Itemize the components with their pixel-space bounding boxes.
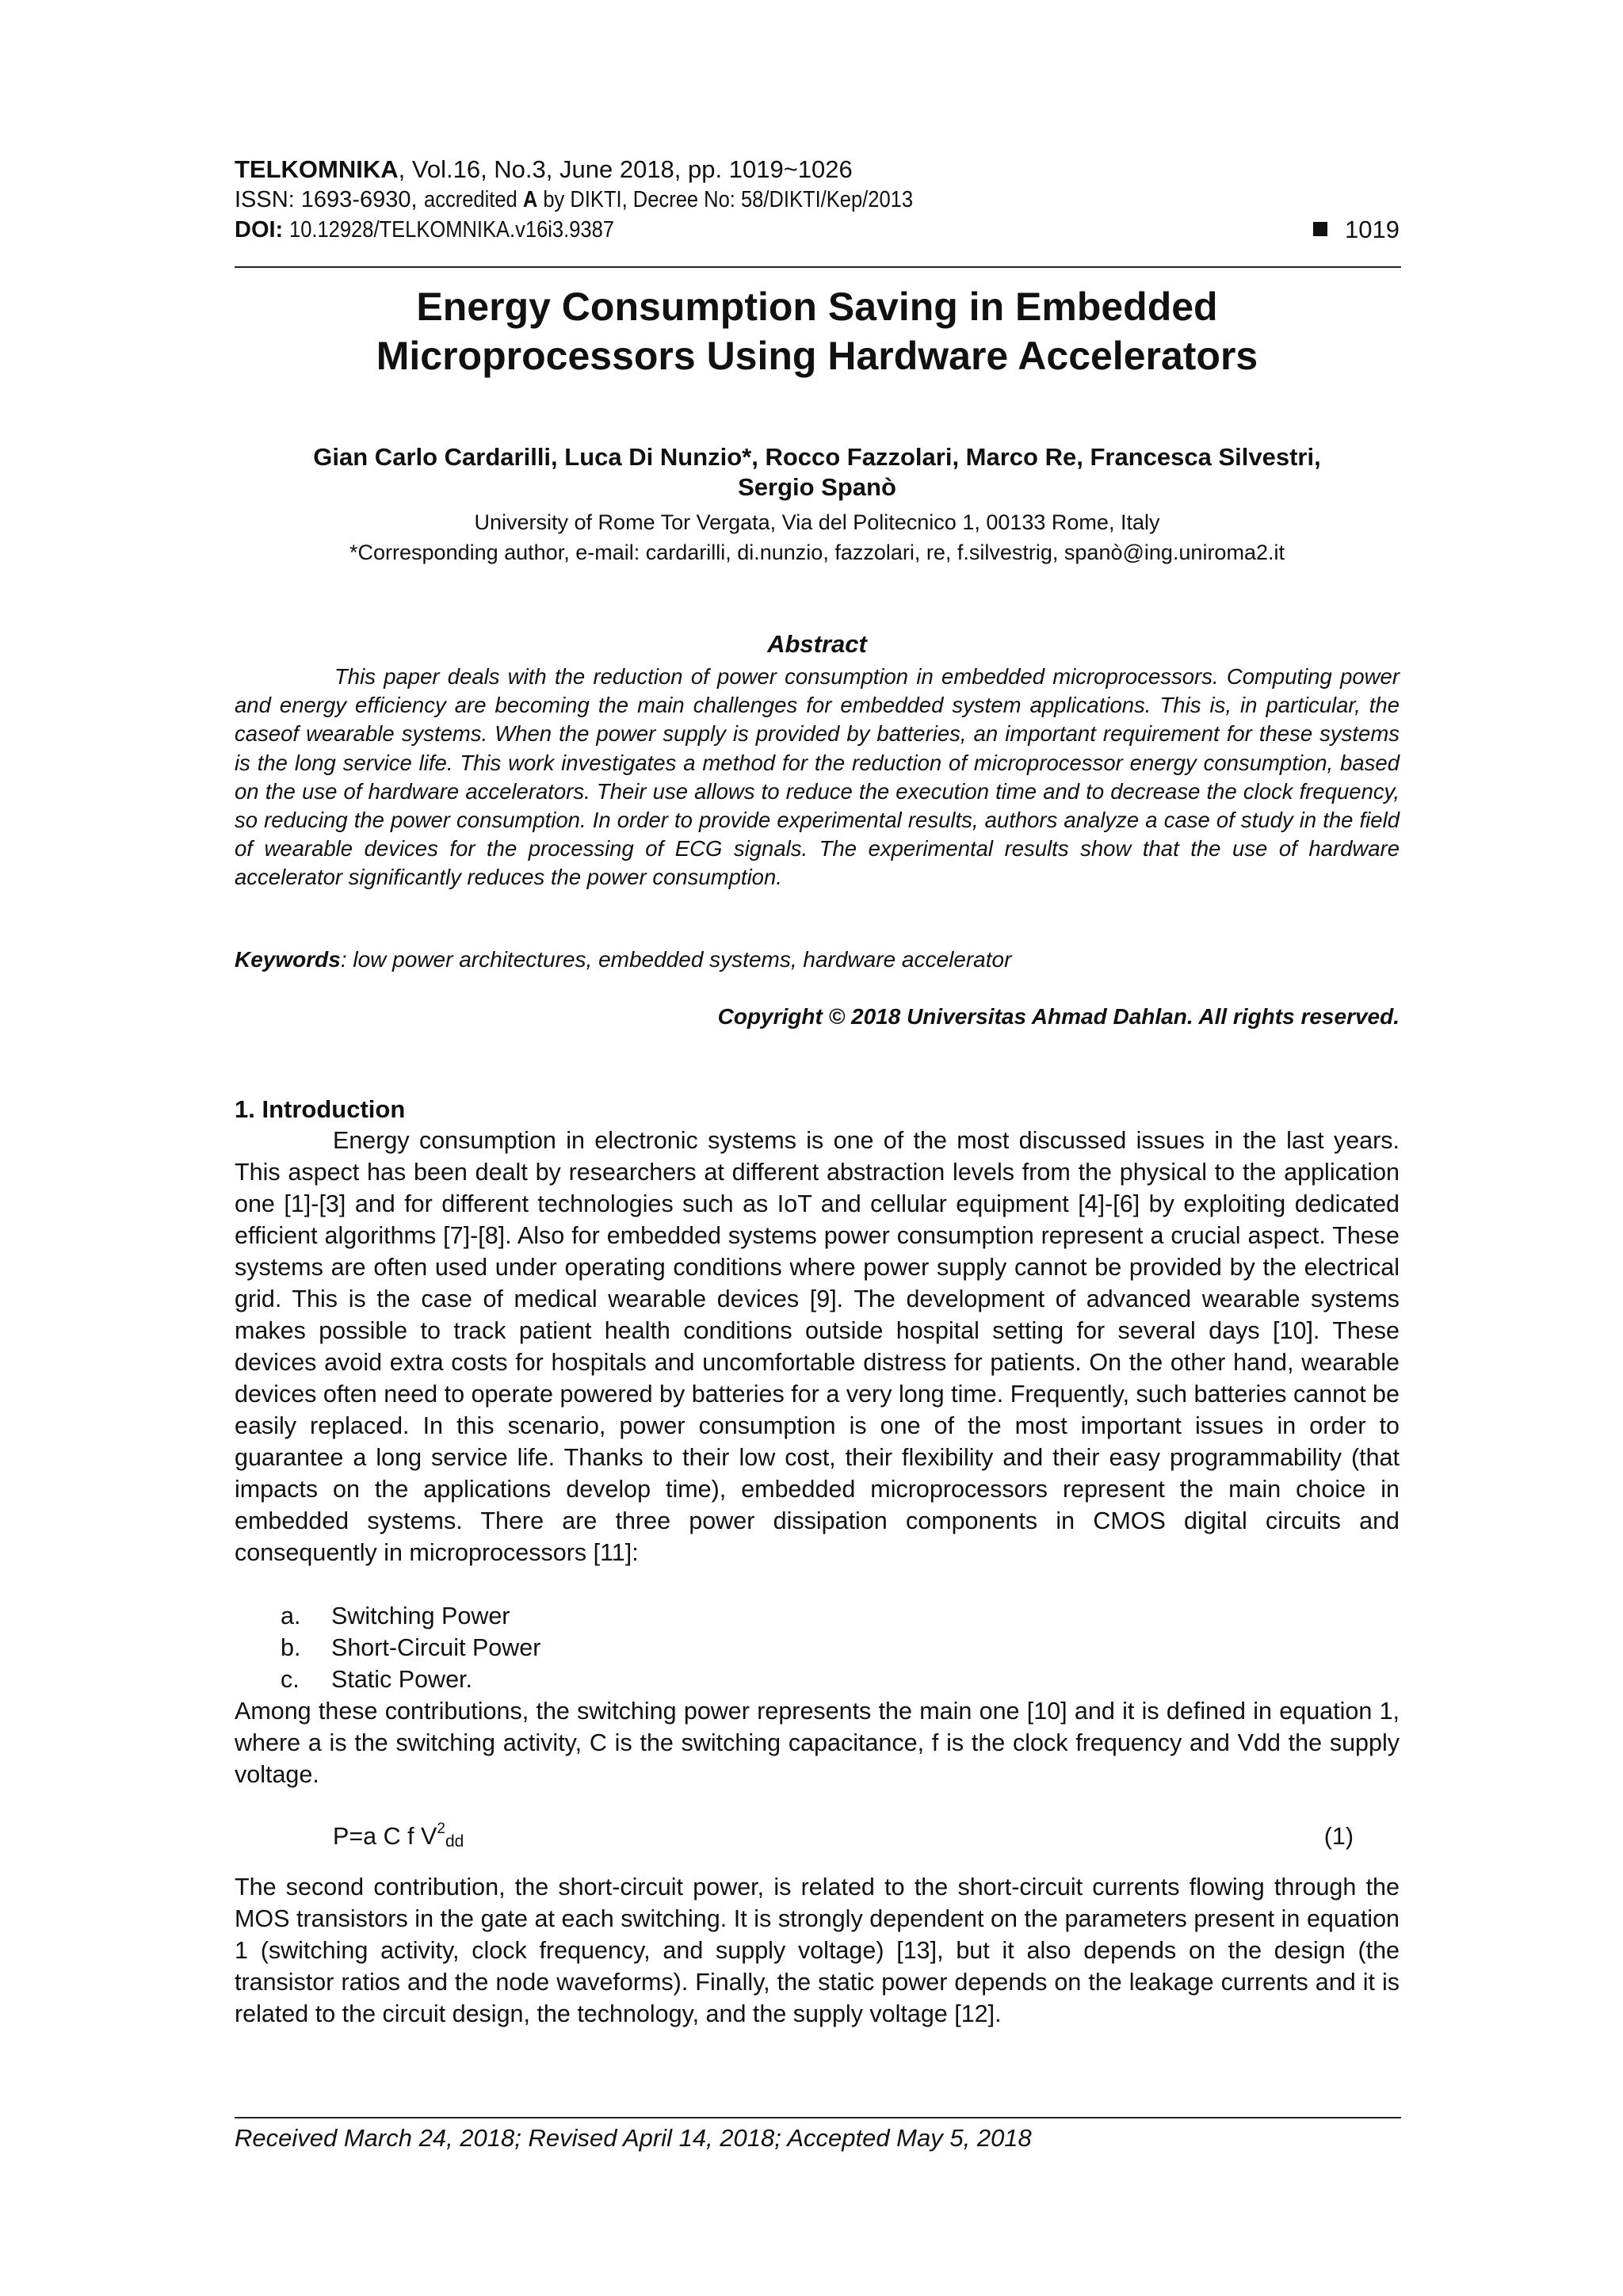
keywords	[235, 946, 1400, 974]
accreditation: accredited A by DIKTI, Decree No: 58/DIKTI/Kep/2013	[423, 187, 913, 212]
list-marker: b.	[281, 1634, 301, 1661]
corresponding-author: *Corresponding author, e-mail: cardarilli, di.nunzio, fazzolari, re, f.silvestrig, spanò@ing.uniroma2.it	[349, 541, 1285, 564]
list-item	[235, 1600, 1400, 1632]
keywords-label: Keywords	[235, 947, 341, 972]
header-divider	[235, 266, 1401, 268]
list-marker: c.	[281, 1666, 300, 1693]
doi-value: 10.12928/TELKOMNIKA.v16i3.9387	[289, 217, 615, 243]
doi-line	[235, 216, 659, 244]
equation-exponent: 2	[437, 1820, 445, 1837]
square-bullet-icon	[1313, 222, 1327, 236]
received-dates: Received March 24, 2018; Revised April 14, 2018; Accepted May 5, 2018	[235, 2124, 1032, 2152]
author-list: Gian Carlo Cardarilli, Luca Di Nunzio*, Rocco Fazzolari, Marco Re, Francesca Silvestri, Sergio Spanò	[313, 443, 1321, 501]
abstract-heading: Abstract	[767, 630, 867, 658]
doi-label: DOI:	[235, 217, 290, 243]
keywords-text: : low power architectures, embedded systems, hardware accelerator	[340, 947, 1012, 972]
intro-paragraph-1: Energy consumption in electronic systems is one of the most discussed issues in the last years. This aspect has been dealt by researchers at different abstraction levels from the physical to the application one [1]-[3] and for different technologies such as IoT and cellular equipment [4]-[6] by exploiting dedicated efficient algorithms [7]-[8]. Also for embedded systems power consumption represent a crucial aspect. These systems are often used under operating conditions where power supply cannot be provided by the electrical grid. This is the case of medical wearable devices [9]. The development of advanced wearable systems makes possible to track patient health conditions outside hospital setting for several days [10]. These devices avoid extra costs for hospitals and uncomfortable distress for patients. On the other hand, wearable devices often need to operate powered by batteries for a very long time. Frequently, such batteries cannot be easily replaced. In this scenario, power consumption is one of the most important issues in order to guarantee a long service life. Thanks to their low cost, their flexibility and their easy programmability (that impacts on the applications develop time), embedded microprocessors represent the main choice in embedded systems. There are three power dissipation components in CMOS digital circuits and consequently in microprocessors [11]:	[235, 1127, 1400, 1566]
power-components-list	[235, 1600, 1400, 1695]
issn-label: ISSN: 1693-6930,	[235, 187, 424, 212]
abstract-body: This paper deals with the reduction of power consumption in embedded microprocessors. Computing power and energy efficiency are becoming the main challenges for embedded system applications. This is, in particular, the caseof wearable systems. When the power supply is provided by batteries, an important requirement for these systems is the long service life. This work investigates a method for the reduction of microprocessor energy consumption, based on the use of hardware accelerators. Their use allows to reduce the execution time and to decrease the clock frequency, so reducing the power consumption. In order to provide experimental results, authors analyze a case of study in the field of wearable devices for the processing of ECG signals. The experimental results show that the use of hardware accelerator significantly reduces the power consumption.	[235, 664, 1400, 890]
equation-1	[333, 1820, 464, 1852]
intro-paragraph-3: The second contribution, the short-circuit power, is related to the short-circuit currents flowing through the MOS transistors in the gate at each switching. It is strongly dependent on the parameters present in equation 1 (switching activity, clock frequency, and supply voltage) [13], but it also depends on the design (the transistor ratios and the node waveforms). Finally, the static power depends on the leakage currents and it is related to the circuit design, the technology, and the supply voltage [12].	[235, 1874, 1400, 2027]
footer-divider	[235, 2117, 1401, 2118]
equation-subscript: dd	[445, 1832, 464, 1851]
equation-lhs: P=a C f V	[333, 1823, 437, 1850]
list-text: Short-Circuit Power	[331, 1634, 541, 1661]
volume-info: , Vol.16, No.3, June 2018, pp. 1019~1026	[398, 155, 853, 183]
journal-header-line	[235, 155, 853, 184]
list-text: Static Power.	[331, 1666, 472, 1693]
paper-title: Energy Consumption Saving in Embedded Microprocessors Using Hardware Accelerators	[376, 285, 1258, 378]
section-heading-introduction: 1. Introduction	[235, 1095, 406, 1123]
list-item	[235, 1632, 1400, 1664]
list-item	[235, 1664, 1400, 1695]
copyright-notice: Copyright © 2018 Universitas Ahmad Dahlan. All rights reserved.	[717, 1004, 1400, 1029]
equation-number: (1)	[1323, 1823, 1354, 1850]
list-text: Switching Power	[331, 1603, 510, 1629]
affiliation: University of Rome Tor Vergata, Via del Politecnico 1, 00133 Rome, Italy	[474, 510, 1160, 534]
intro-paragraph-2: Among these contributions, the switching power represents the main one [10] and it is defined in equation 1, where a is the switching activity, C is the switching capacitance, f is the clock frequency and Vdd the supply voltage.	[235, 1698, 1400, 1788]
page-number: 1019	[1313, 216, 1400, 244]
journal-name: TELKOMNIKA	[235, 155, 399, 183]
list-marker: a.	[281, 1603, 301, 1629]
issn-line	[235, 185, 980, 214]
